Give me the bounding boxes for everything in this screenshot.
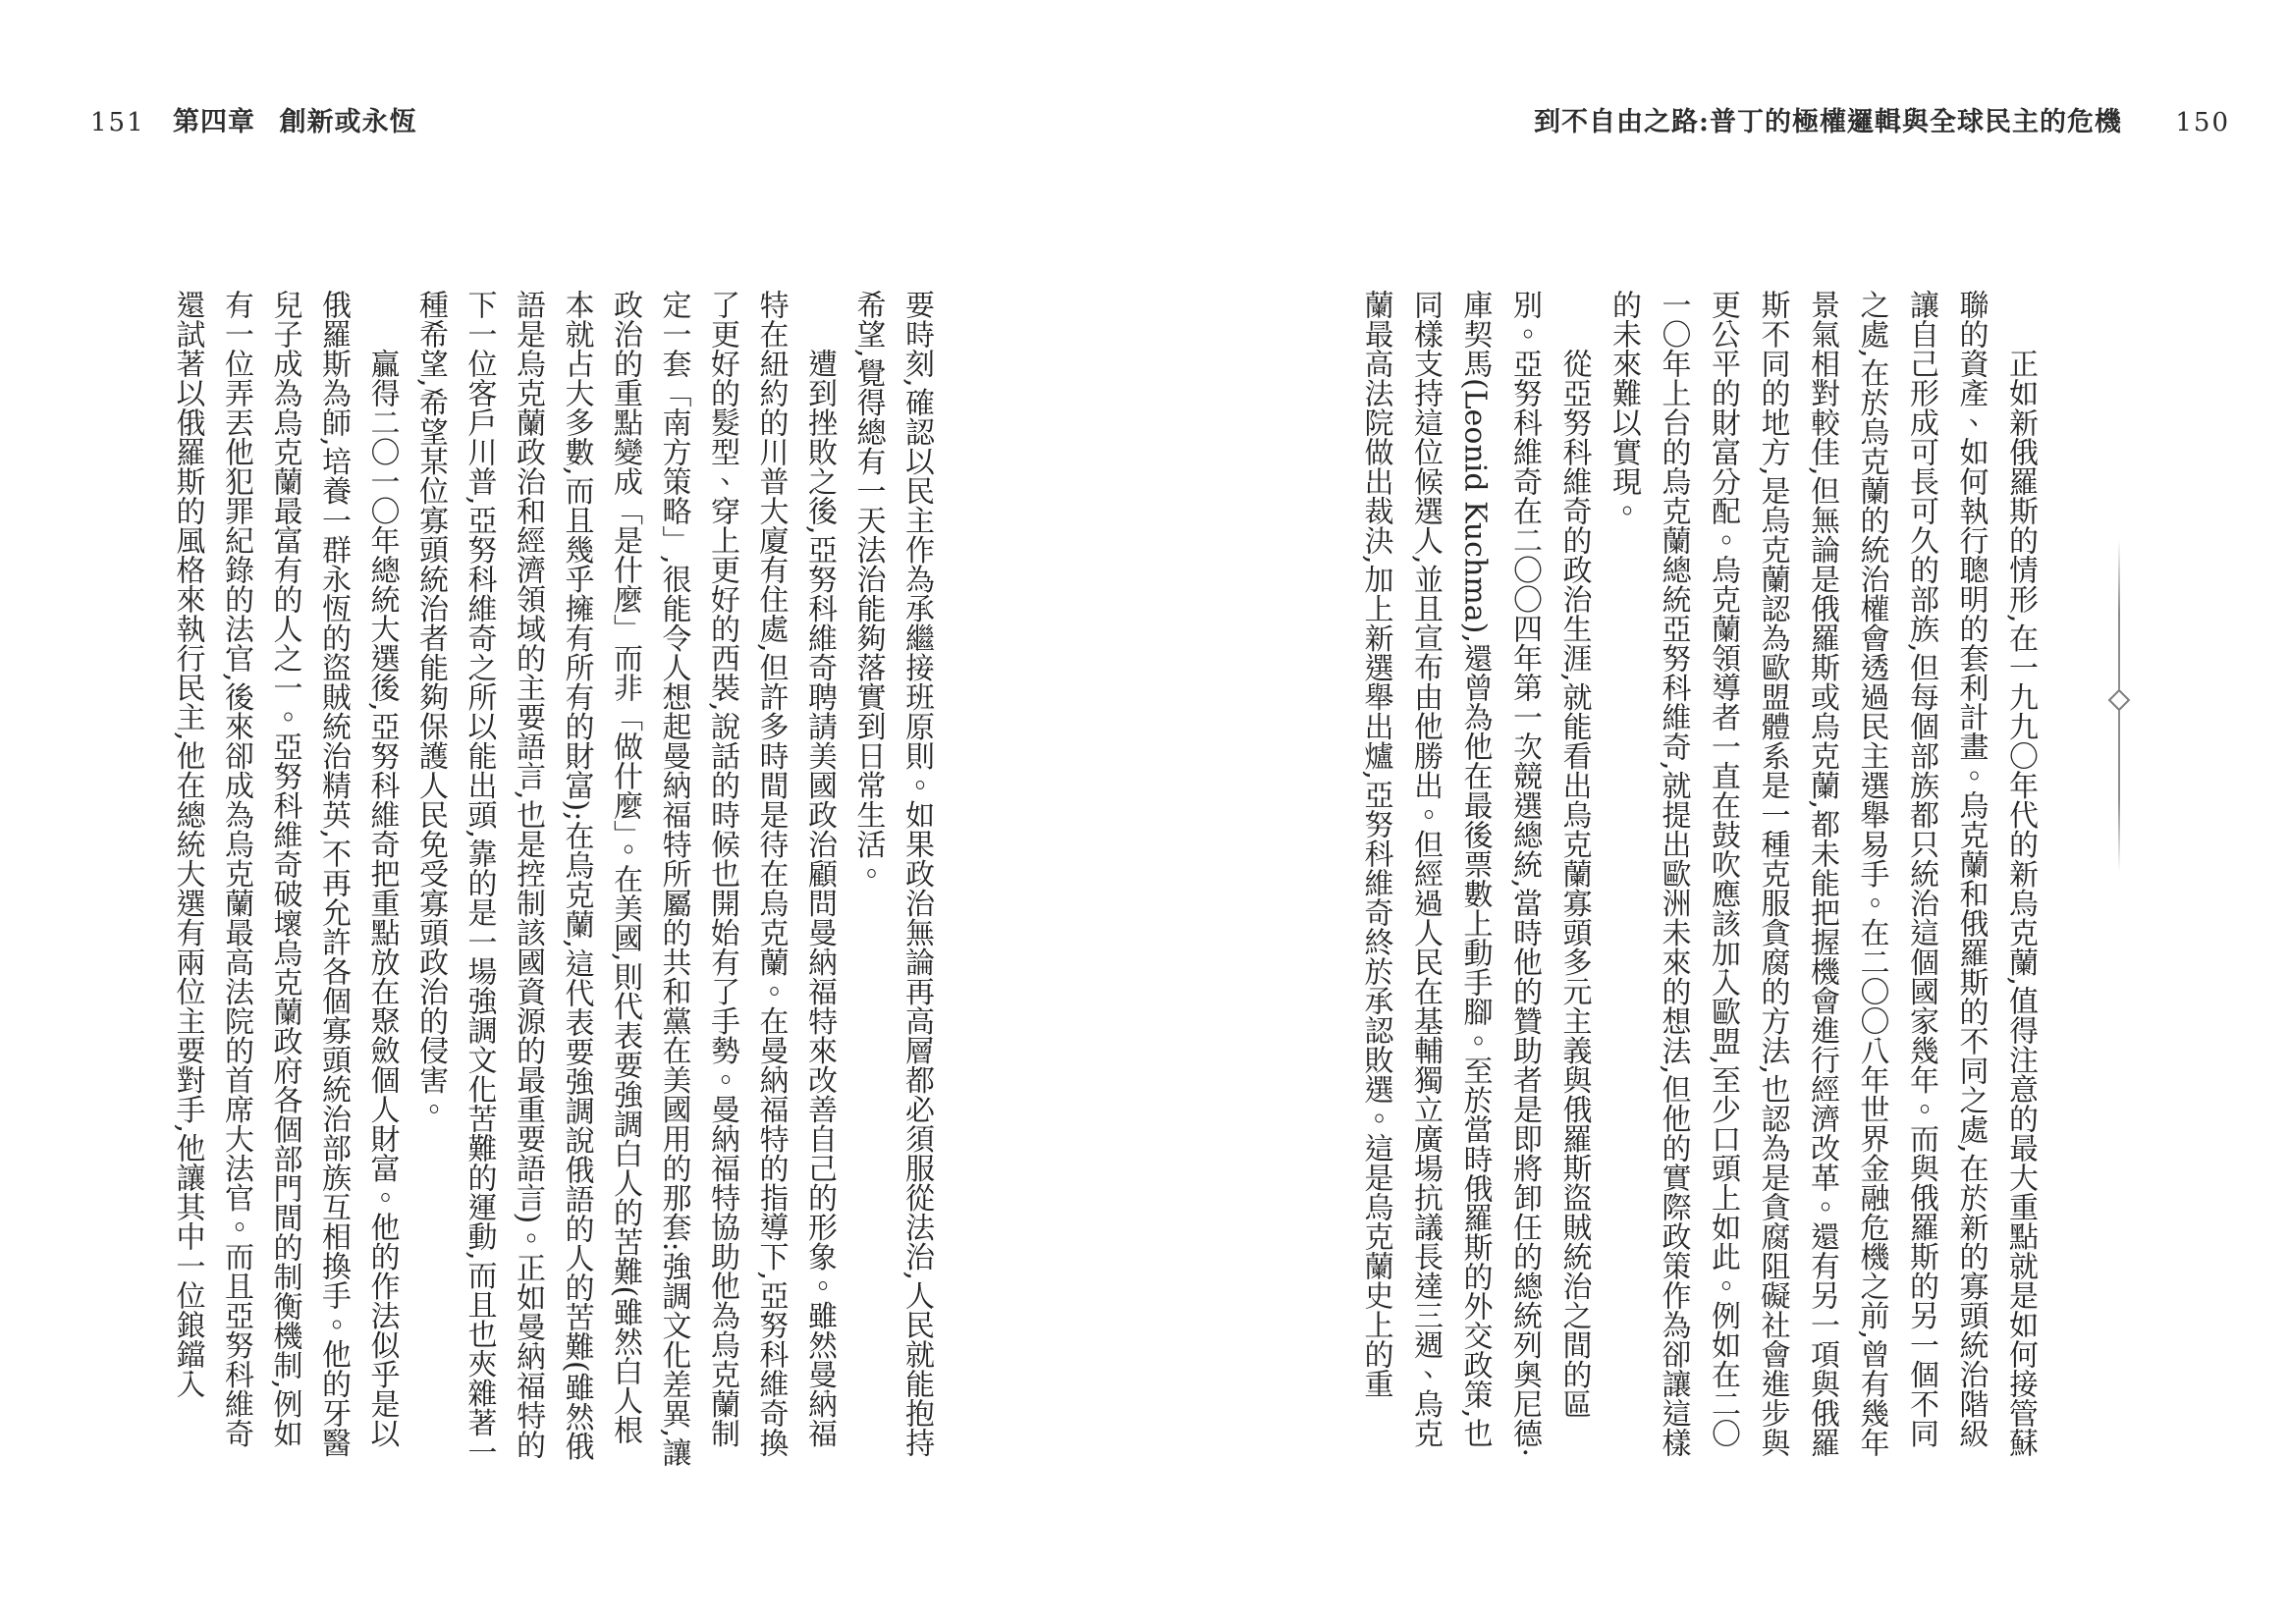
chapter-title: 創新或永恆 bbox=[279, 107, 417, 137]
running-head-left bbox=[90, 100, 416, 138]
diamond-marker-icon bbox=[2108, 689, 2131, 712]
book-title: 到不自由之路:普丁的極權邏輯與全球民主的危機 bbox=[1533, 107, 2122, 137]
page-number-right: 150 bbox=[2175, 108, 2230, 137]
paragraph: 從亞努科維奇的政治生涯,就能看出烏克蘭寡頭多元主義與俄羅斯盜賊統治之間的區別。亞努科維奇在二〇〇四年第一次競選總統,當時他的贊助者是即將卸任的總統列奧尼德·庫契馬(Leonid Kuchma),還曾為他在最後票數上動手腳。至於當時俄羅斯的外交政策,也同樣支持這位候選人,並且宣布由他勝出。但經過人民在基輔獨立廣場抗議長達三週、烏克蘭最高法院做出裁決,加上新選舉出爐,亞努科維奇終於承認敗選。這是烏克蘭史上的重 bbox=[1358, 290, 1592, 1458]
chapter-label: 第四章 bbox=[173, 107, 256, 137]
page-151-text bbox=[106, 290, 941, 1468]
running-head-right bbox=[1534, 100, 2230, 138]
paragraph: 遭到挫敗之後,亞努科維奇聘請美國政治顧問曼納福特來改善自己的形象。雖然曼納福特在紐約的川普大廈有住處,但許多時間是待在烏克蘭。在曼納福特的指導下,亞努科維奇換了更好的髮型、穿上更好的西裝,說話的時候也開始有了手勢。曼納福特協助他為烏克蘭制定一套「南方策略」,很能令人想起曼納福特所屬的共和黨在美國用的那套:強調文化差異,讓政治的重點變成「是什麼」而非「做什麼」。在美國,則代表要強調白人的苦難(雖然白人根本就占大多數,而且幾乎擁有所有的財富);在烏克蘭,這代表要強調說俄語的人的苦難(雖然俄語是烏克蘭政治和經濟領域的主要語言,也是控制該國資源的最重要語言)。正如曼納福特的下一位客戶川普,亞努科維奇之所以能出頭,靠的是一場強調文化苦難的運動,而且也夾雜著一種希望,希望某位寡頭統治者能夠保護人民免受寡頭政治的侵害。 bbox=[413, 290, 837, 1468]
paragraph: 要時刻,確認以民主作為承繼接班原則。如果政治無論再高層都必須服從法治,人民就能抱持希望,覺得總有一天法治能夠落實到日常生活。 bbox=[850, 290, 934, 1458]
paragraph: 贏得二〇一〇年總統大選後,亞努科維奇把重點放在聚斂個人財富。他的作法似乎是以俄羅斯為師,培養一群永恆的盜賊統治精英,不再允許各個寡頭統治部族互相換手。他的牙醫兒子成為烏克蘭最富有的人之一。亞努科維奇破壞烏克蘭政府各個部門間的制衡機制,例如有一位弄丟他犯罪紀錄的法官,後來卻成為烏克蘭最高法院的首席大法官。而且亞努科維奇還試著以俄羅斯的風格來執行民主,他在總統大選有兩位主要對手,他讓其中一位鋃鐺入 bbox=[170, 290, 400, 1458]
page-number-left: 151 bbox=[90, 108, 145, 137]
paragraph: 正如新俄羅斯的情形,在一九九〇年代的新烏克蘭,值得注意的最大重點就是如何接管蘇聯的資產、如何執行聰明的套利計畫。烏克蘭和俄羅斯的不同之處,在於新的寡頭統治階級讓自己形成可長可久的部族,但每個部族都只統治這個國家幾年。而與俄羅斯的另一個不同之處,在於烏克蘭的統治權會透過民主選舉易手。在二〇〇八年世界金融危機之前,曾有幾年景氣相對較佳,但無論是俄羅斯或烏克蘭,都未能把握機會進行經濟改革。還有另一項與俄羅斯不同的地方,是烏克蘭認為歐盟體系是一種克服貪腐的方法,也認為是貪腐阻礙社會進步與更公平的財富分配。烏克蘭領導者一直在鼓吹應該加入歐盟,至少口頭上如此。例如在二〇一〇年上台的烏克蘭總統亞努科維奇,就提出歐洲未來的想法,但他的實際政策作為卻讓這樣的未來難以實現。 bbox=[1607, 290, 2038, 1458]
page-150-text bbox=[1259, 290, 2044, 1468]
